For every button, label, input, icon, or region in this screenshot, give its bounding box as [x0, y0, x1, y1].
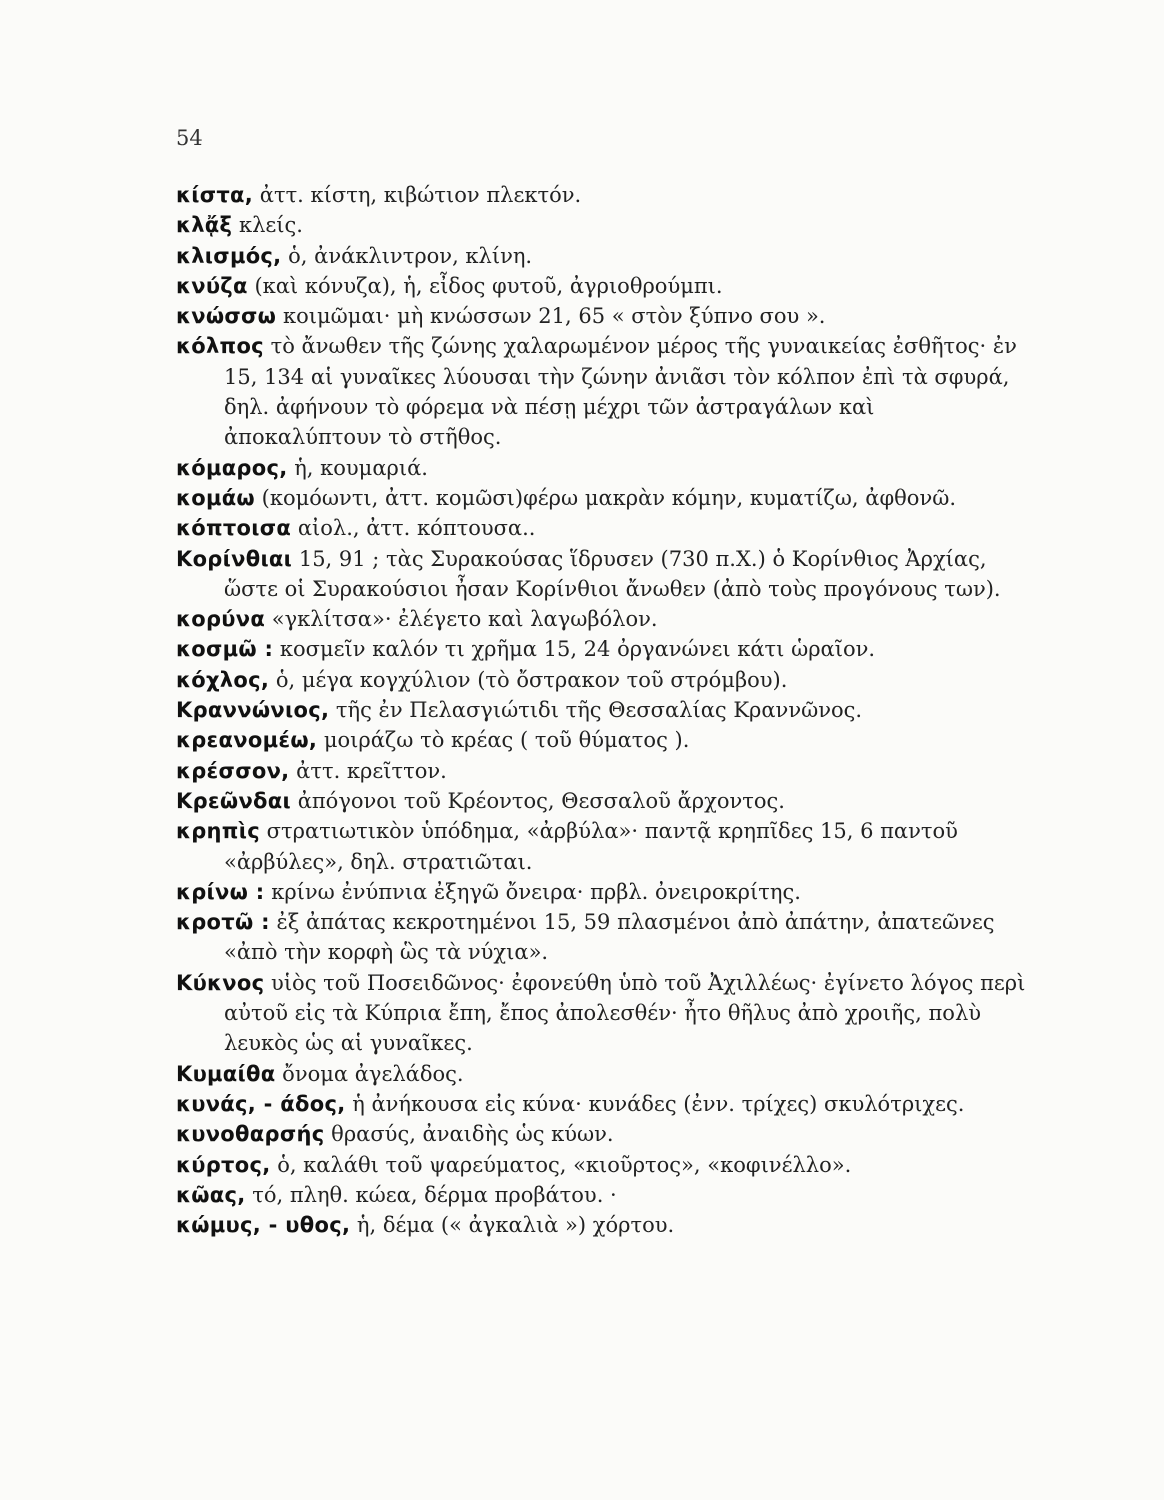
glossary-entry: [176, 695, 1028, 725]
entry-definition: ὁ, ἀνάκλιντρον, κλίνη.: [288, 243, 533, 268]
entry-headword: κόλπος: [176, 334, 264, 359]
entry-headword: κρίνω :: [176, 879, 265, 904]
glossary-entry: [176, 665, 1028, 695]
entry-definition: (κομόωντι, ἀττ. κομῶσι)φέρω μακρὰν κόμην, κυματίζω, ἀφθονῶ.: [261, 485, 957, 510]
entry-definition: αἰολ., ἀττ. κόπτουσα..: [297, 516, 536, 541]
entry-definition: θρασύς, ἀναιδὴς ὡς κύων.: [331, 1122, 614, 1147]
entry-headword: κλισμός,: [176, 243, 282, 268]
entry-definition: ἡ ἀνήκουσα εἰς κύνα· κυνάδες (ἐνν. τρίχες) σκυλότριχες.: [352, 1091, 965, 1116]
entry-definition: «γκλίτσα»· ἐλέγετο καὶ λαγωβόλον.: [271, 607, 658, 632]
entry-definition: ἀττ. κίστη, κιβώτιον πλεκτόν.: [259, 183, 582, 207]
entry-definition: τῆς ἐν Πελασγιώτιδι τῆς Θεσσαλίας Κραννῶνος.: [335, 698, 863, 723]
entry-headword: κώμυς, - υθος,: [176, 1213, 351, 1238]
entry-headword: κόχλος,: [176, 667, 270, 692]
entry-headword: κυνοθαρσής: [176, 1122, 325, 1147]
entry-headword: κορύνα: [176, 607, 266, 632]
entry-headword: κυνάς, - άδος,: [176, 1091, 346, 1116]
entry-headword: Κυμαίθα: [176, 1061, 276, 1086]
glossary-entry: [176, 544, 1028, 605]
glossary-entry: [176, 604, 1028, 634]
entry-headword: κόπτοισα: [176, 516, 292, 541]
glossary-entry: [176, 725, 1028, 755]
glossary-entry: [176, 301, 1028, 331]
entry-headword: κνώσσω: [176, 304, 277, 329]
glossary-entry: [176, 241, 1028, 271]
entry-definition: κοσμεῖν καλόν τι χρῆμα 15, 24 ὀργανώνει κάτι ὡραῖον.: [279, 637, 876, 662]
entry-headword: κύρτος,: [176, 1152, 271, 1177]
entry-headword: κόμαρος,: [176, 455, 288, 480]
entry-headword: κροτῶ :: [176, 910, 270, 935]
glossary-entry: [176, 271, 1028, 301]
glossary-entry-list: [176, 180, 1028, 1240]
entry-definition: υἱὸς τοῦ Ποσειδῶνος· ἐφονεύθη ὑπὸ τοῦ Ἀχιλλέως· ἐγίνετο λόγος περὶ αὐτοῦ εἰς τὰ Κύπρια ἔπη, ἔπος ἀπολεσθέν· ἦτο θῆλυς ἀπὸ χροιῆς, πολὺ λευκὸς ὡς αἱ γυναῖκες.: [224, 970, 1026, 1056]
entry-definition: κλείς.: [238, 213, 303, 238]
glossary-entry: [176, 210, 1028, 240]
entry-headword: κῶας,: [176, 1182, 246, 1207]
glossary-entry: [176, 180, 1028, 210]
glossary-entry: [176, 1059, 1028, 1089]
entry-definition: στρατιωτικὸν ὑπόδημα, «ἀρβύλα»· παντᾷ κρηπῖδες 15, 6 παντοῦ «ἀρβύλες», δηλ. στρατιῶται.: [224, 819, 958, 874]
glossary-entry: [176, 1150, 1028, 1180]
entry-headword: Κραννώνιος,: [176, 698, 330, 723]
glossary-entry: [176, 483, 1028, 513]
glossary-entry: [176, 756, 1028, 786]
glossary-entry: [176, 1180, 1028, 1210]
entry-definition: κρίνω ἐνύπνια ἐξηγῶ ὄνειρα· πρβλ. ὀνειροκρίτης.: [271, 879, 801, 904]
glossary-entry: [176, 877, 1028, 907]
glossary-entry: [176, 634, 1028, 664]
entry-definition: ἐξ ἀπάτας κεκροτημένοι 15, 59 πλασμένοι ἀπὸ ἀπάτην, ἀπατεῶνες «ἀπὸ τὴν κορφὴ ὣς τὰ νύχια».: [224, 910, 995, 965]
entry-definition: (καὶ κόνυζα), ἡ, εἶδος φυτοῦ, ἀγριοθρούμπι.: [254, 273, 723, 298]
entry-definition: ἡ, κουμαριά.: [294, 455, 428, 480]
entry-definition: τό, πληθ. κώεα, δέρμα προβάτου. ·: [252, 1182, 617, 1207]
glossary-entry: [176, 968, 1028, 1059]
entry-definition: ὁ, καλάθι τοῦ ψαρεύματος, «κιοῦρτος», «κοφινέλλο».: [277, 1152, 852, 1177]
glossary-entry: [176, 1119, 1028, 1149]
entry-definition: κοιμῶμαι· μὴ κνώσσων 21, 65 « στὸν ξύπνο σου ».: [282, 304, 826, 329]
entry-headword: Κορίνθιαι: [176, 546, 293, 571]
entry-headword: κίστα,: [176, 183, 254, 207]
entry-headword: κλᾄξ: [176, 213, 233, 238]
entry-definition: μοιράζω τὸ κρέας ( τοῦ θύματος ).: [323, 728, 690, 753]
entry-definition: ἀπόγονοι τοῦ Κρέοντος, Θεσσαλοῦ ἄρχοντος.: [297, 788, 785, 813]
entry-headword: κομάω: [176, 485, 255, 510]
entry-headword: κοσμῶ :: [176, 637, 274, 662]
entry-headword: Κρεῶνδαι: [176, 788, 291, 813]
glossary-entry: [176, 786, 1028, 816]
entry-headword: κρηπὶς: [176, 819, 260, 844]
glossary-entry: [176, 453, 1028, 483]
glossary-entry: [176, 331, 1028, 452]
entry-headword: κρέσσον,: [176, 758, 290, 783]
glossary-entry: [176, 816, 1028, 877]
glossary-entry: [176, 1210, 1028, 1240]
glossary-entry: [176, 513, 1028, 543]
page-number: 54: [176, 126, 203, 150]
glossary-entry: [176, 1089, 1028, 1119]
entry-definition: ἡ, δέμα (« ἀγκαλιὰ ») χόρτου.: [356, 1213, 675, 1238]
entry-definition: τὸ ἄνωθεν τῆς ζώνης χαλαρωμένον μέρος τῆς γυναικείας ἐσθῆτος· ἐν 15, 134 αἱ γυναῖκες λύουσαι τὴν ζώνην ἀνιᾶσι τὸν κόλπον ἐπὶ τὰ σφυρά, δηλ. ἀφήνουν τὸ φόρεμα νὰ πέσῃ μέχρι τῶν ἀστραγάλων καὶ ἀποκαλύπτουν τὸ στῆθος.: [224, 334, 1017, 450]
glossary-entry: [176, 907, 1028, 968]
entry-headword: Κύκνος: [176, 970, 265, 995]
entry-headword: κρεανομέω,: [176, 728, 318, 753]
entry-definition: 15, 91 ; τὰς Συρακούσας ἵδρυσεν (730 π.Χ.) ὁ Κορίνθιος Ἀρχίας, ὥστε οἱ Συρακούσιοι ἦσαν Κορίνθιοι ἄνωθεν (ἀπὸ τοὺς προγόνους των).: [224, 546, 1001, 601]
entry-definition: ὄνομα ἀγελάδος.: [282, 1061, 464, 1086]
entry-headword: κνύζα: [176, 273, 248, 298]
entry-definition: ὁ, μέγα κογχύλιον (τὸ ὄστρακον τοῦ στρόμβου).: [275, 667, 788, 692]
entry-definition: ἀττ. κρεῖττον.: [296, 758, 447, 783]
